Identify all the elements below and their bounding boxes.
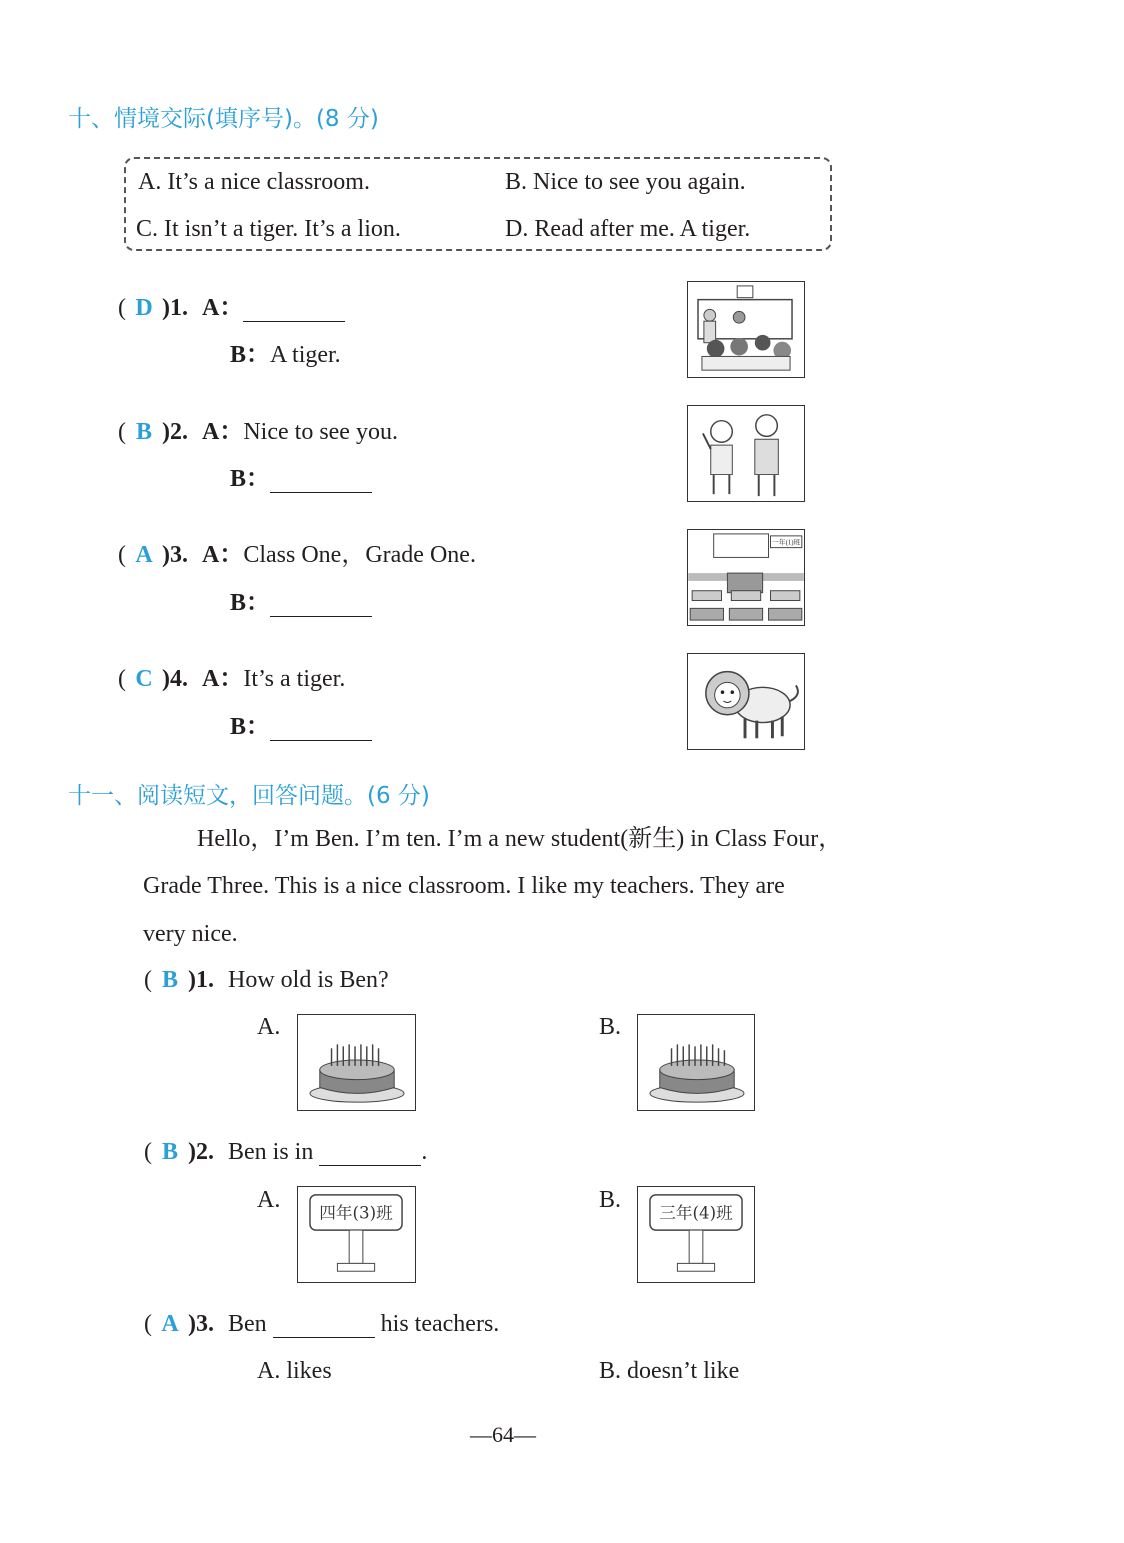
answer-blank[interactable]: [270, 718, 372, 741]
question-4: ( C )4. A：It’s a tiger.: [118, 666, 346, 692]
question-4-line-b: B：: [230, 713, 372, 741]
answer-1[interactable]: D: [135, 295, 153, 321]
empty-classroom-picture: [687, 529, 805, 626]
question-3-line-b: B：: [230, 589, 372, 617]
reading-answer-1[interactable]: B: [161, 967, 178, 993]
reading-question-3: ( A )3. Ben his teachers.: [144, 1311, 500, 1337]
question-1: ( D )1. A：: [118, 294, 345, 322]
classroom-teacher-picture: [687, 281, 805, 378]
passage-line-3: very nice.: [143, 921, 238, 947]
answer-2[interactable]: B: [135, 419, 152, 445]
answer-3[interactable]: A: [135, 542, 153, 568]
question-1-line-b: B：A tiger.: [230, 342, 341, 368]
class-sign-picture-b[interactable]: [637, 1186, 755, 1283]
answer-blank[interactable]: [319, 1143, 421, 1166]
sign-text-b: 三年(4)班: [659, 1203, 733, 1223]
cake-picture-a[interactable]: [297, 1014, 416, 1111]
passage-line-2: Grade Three. This is a nice classroom. I like my teachers. They are: [143, 873, 785, 899]
question-2-line-b: B：: [230, 465, 372, 493]
option-d: D. Read after me. A tiger.: [505, 216, 751, 242]
reading-answer-2[interactable]: B: [161, 1139, 178, 1165]
option-c: C. It isn’t a tiger. It’s a lion.: [136, 216, 401, 242]
question-2: ( B )2. A：Nice to see you.: [118, 419, 398, 445]
option-b-label: B.: [599, 1014, 622, 1040]
answer-blank[interactable]: [273, 1315, 375, 1338]
option-a-likes[interactable]: A. likes: [257, 1358, 332, 1384]
option-b-label: B.: [599, 1187, 622, 1213]
option-b: B. Nice to see you again.: [505, 169, 746, 195]
answer-blank[interactable]: [243, 299, 345, 322]
question-3: ( A )3. A：Class One，Grade One.: [118, 542, 476, 568]
section-10-title: 十、情境交际(填序号)。(8 分): [68, 106, 379, 132]
page-number: —64—: [470, 1422, 536, 1447]
reading-answer-3[interactable]: A: [161, 1311, 179, 1337]
lion-picture: [687, 653, 805, 750]
option-a: A. It’s a nice classroom.: [138, 169, 370, 195]
class-sign-picture-a[interactable]: [297, 1186, 416, 1283]
sign-text-a: 四年(3)班: [319, 1203, 393, 1223]
option-a-label: A.: [257, 1187, 281, 1213]
cake-picture-b[interactable]: [637, 1014, 755, 1111]
answer-blank[interactable]: [270, 594, 372, 617]
passage-line-1: Hello，I’m Ben. I’m ten. I’m a new student(新生) in Class Four，: [197, 826, 843, 852]
class-sign-label: 一年(1)班: [771, 539, 801, 547]
answer-blank[interactable]: [270, 470, 372, 493]
option-a-label: A.: [257, 1014, 281, 1040]
answer-4[interactable]: C: [135, 666, 153, 692]
two-people-greeting-picture: [687, 405, 805, 502]
reading-question-2: ( B )2. Ben is in .: [144, 1139, 428, 1165]
section-11-title: 十一、阅读短文，回答问题。(6 分): [68, 783, 430, 809]
option-b-doesnt-like[interactable]: B. doesn’t like: [599, 1358, 740, 1384]
reading-question-1: ( B )1. How old is Ben?: [144, 967, 389, 993]
